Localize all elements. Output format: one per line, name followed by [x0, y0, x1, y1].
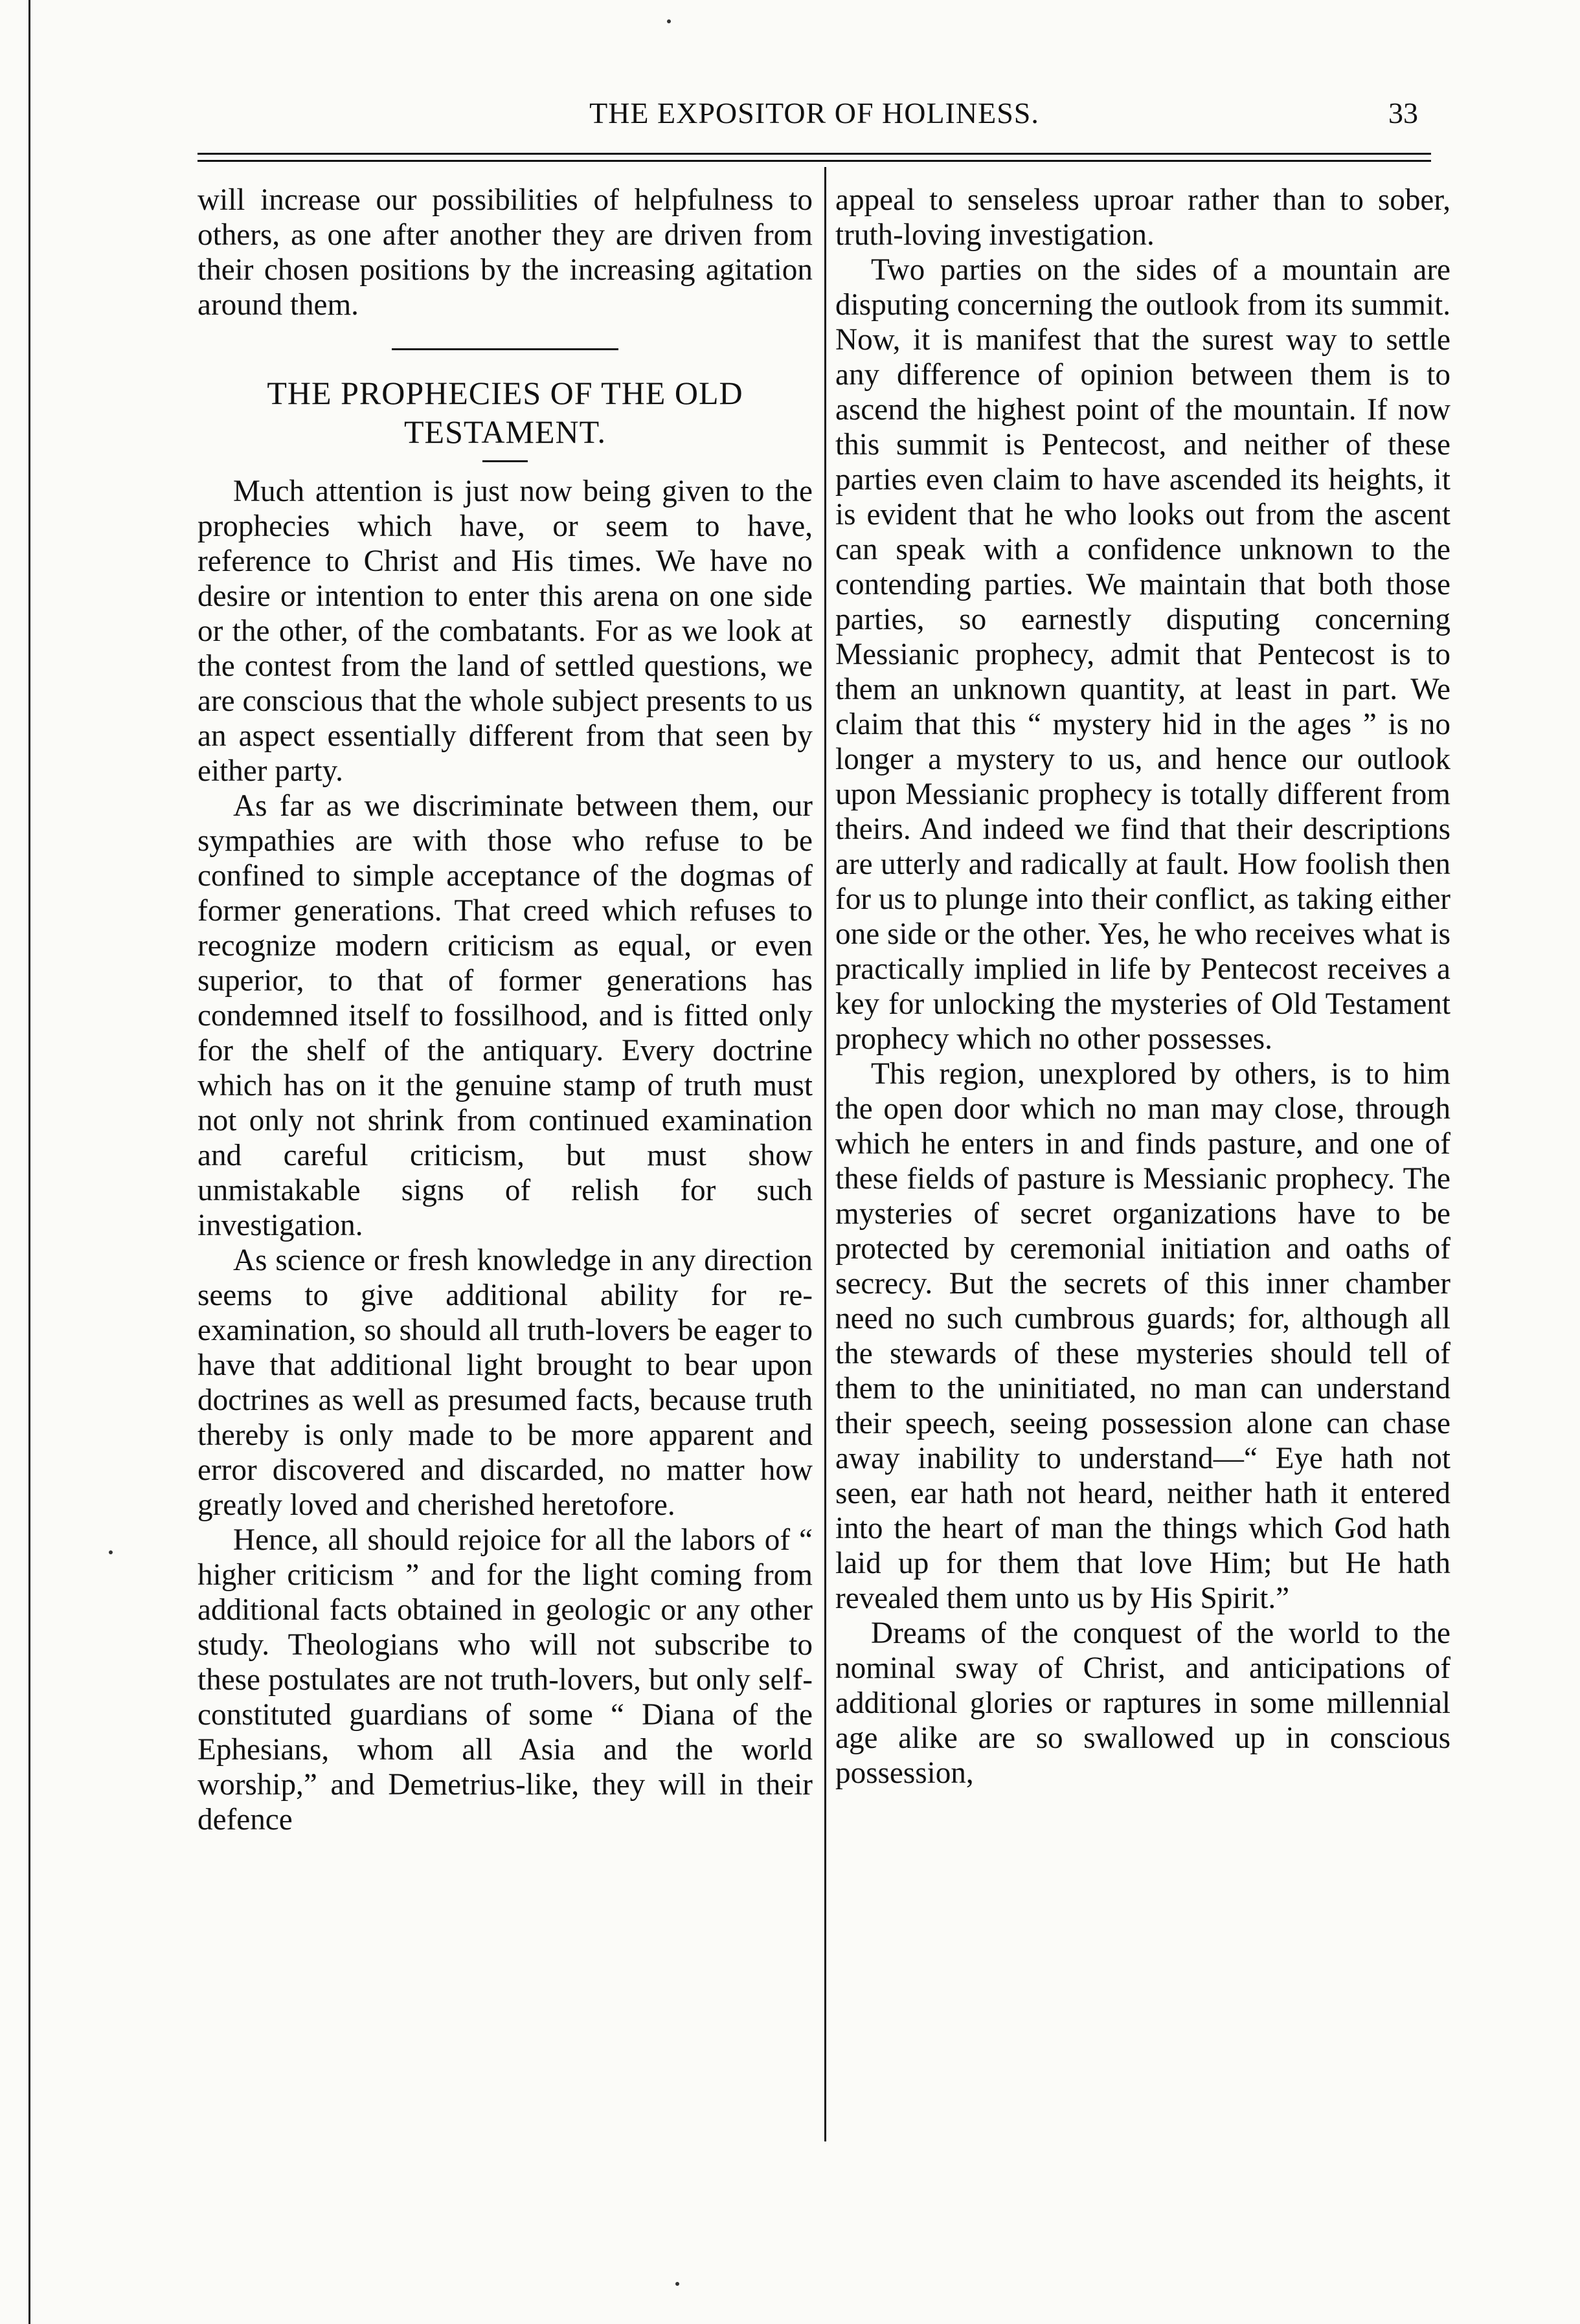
right-column [835, 183, 1450, 1791]
paragraph: Two parties on the sides of a mountain are disputing concerning the outlook from its summit. Now, it is manifest that the surest way to settle any difference of opinion between them is to ascend the highest point of the mountain. If now this summit is Pentecost, and neither of these parties even claim to have ascended its heights, it is evident that he who looks out from the ascent can speak with a confidence unknown to the contending parties. We maintain that both those parties, so earnestly disputing concerning Messianic prophecy, admit that Pentecost is to them an unknown quantity, at least in part. We claim that this “ mystery hid in the ages ” is no longer a mystery to us, and hence our outlook upon Messianic prophecy is totally different from theirs. And indeed we find that their descriptions are utterly and radically at fault. How foolish then for us to plunge into their conflict, as taking either one side or the other. Yes, he who receives what is practically implied in life by Pentecost receives a key for unlocking the mysteries of Old Testament prophecy which no other possesses. [835, 253, 1450, 1056]
paragraph: Dreams of the conquest of the world to the nominal sway of Christ, and anticipations of additional glories or raptures in some millennial age alike are so swallowed up in conscious possession, [835, 1616, 1450, 1790]
header-rule-bottom [198, 160, 1431, 162]
paragraph: Hence, all should rejoice for all the labors of “ higher criticism ” and for the light coming from additional facts obtained in geologic or any other study. Theologians who will not subscribe to these postulates are not truth-lovers, but only self-constituted guardians of some “ Diana of the Ephesians, whom all Asia and the world worship,” and Demetrius-like, they will in their defence [198, 1523, 813, 1837]
continued-paragraph: will increase our possibilities of helpfulness to others, as one after another they are driven from their chosen positions by the increasing agitation around them. [198, 183, 813, 322]
article-title: THE PROPHECIES OF THE OLD TESTAMENT. [267, 375, 743, 450]
page-number: 33 [1388, 96, 1418, 129]
ink-speck [667, 19, 671, 23]
paragraph: Much attention is just now being given to the prophecies which have, or seem to have, reference to Christ and His times. We have no desire or intention to enter this arena on one side or the other, of the combatants. For as we look at the contest from the land of settled questions, we are conscious that the whole subject presents to us an aspect essentially different from that seen by either party. [198, 475, 813, 788]
page-edge-line [28, 0, 30, 2324]
header-rule-top [198, 153, 1431, 155]
left-column [198, 183, 813, 1837]
journal-title: THE EXPOSITOR OF HOLINESS. [589, 96, 1039, 129]
paragraph: As science or fresh knowledge in any direction seems to give additional ability for re-examination, so should all truth-lovers be eager to have that additional light brought to bear upon doctrines as well as presumed facts, because truth thereby is only made to be more apparent and error discovered and discarded, no matter how greatly loved and cherished heretofore. [198, 1244, 813, 1522]
paragraph: As far as we discriminate between them, our sympathies are with those who refuse to be confined to simple acceptance of the dogmas of former generations. That creed which refuses to recognize modern criticism as equal, or even superior, to that of former generations has condemned itself to fossilhood, and is fitted only for the shelf of the antiquary. Every doctrine which has on it the genuine stamp of truth must not only not shrink from continued examination and careful criticism, but must show unmistakable signs of relish for such investigation. [198, 789, 813, 1242]
title-divider [482, 460, 528, 462]
section-divider [392, 348, 618, 350]
ink-speck [109, 1550, 113, 1554]
continued-paragraph: appeal to senseless uproar rather than to sober, truth-loving investigation. [835, 183, 1450, 252]
running-header [198, 91, 1431, 142]
ink-speck [675, 2282, 679, 2286]
column-divider [824, 167, 826, 2141]
paragraph: This region, unexplored by others, is to him the open door which no man may close, through which he enters in and finds pasture, and one of these fields of pasture is Messianic prophecy. The mysteries of secret organizations have to be protected by ceremonial initiation and oaths of secrecy. But the secrets of this inner chamber need no such cumbrous guards; for, although all the stewards of these mysteries should tell of them to the uninitiated, no man can understand their speech, seeing possession alone can chase away inability to understand—“ Eye hath not seen, ear hath not heard, neither hath it entered into the heart of man the things which God hath laid up for them that love Him; but He hath revealed them unto us by His Spirit.” [835, 1057, 1450, 1615]
